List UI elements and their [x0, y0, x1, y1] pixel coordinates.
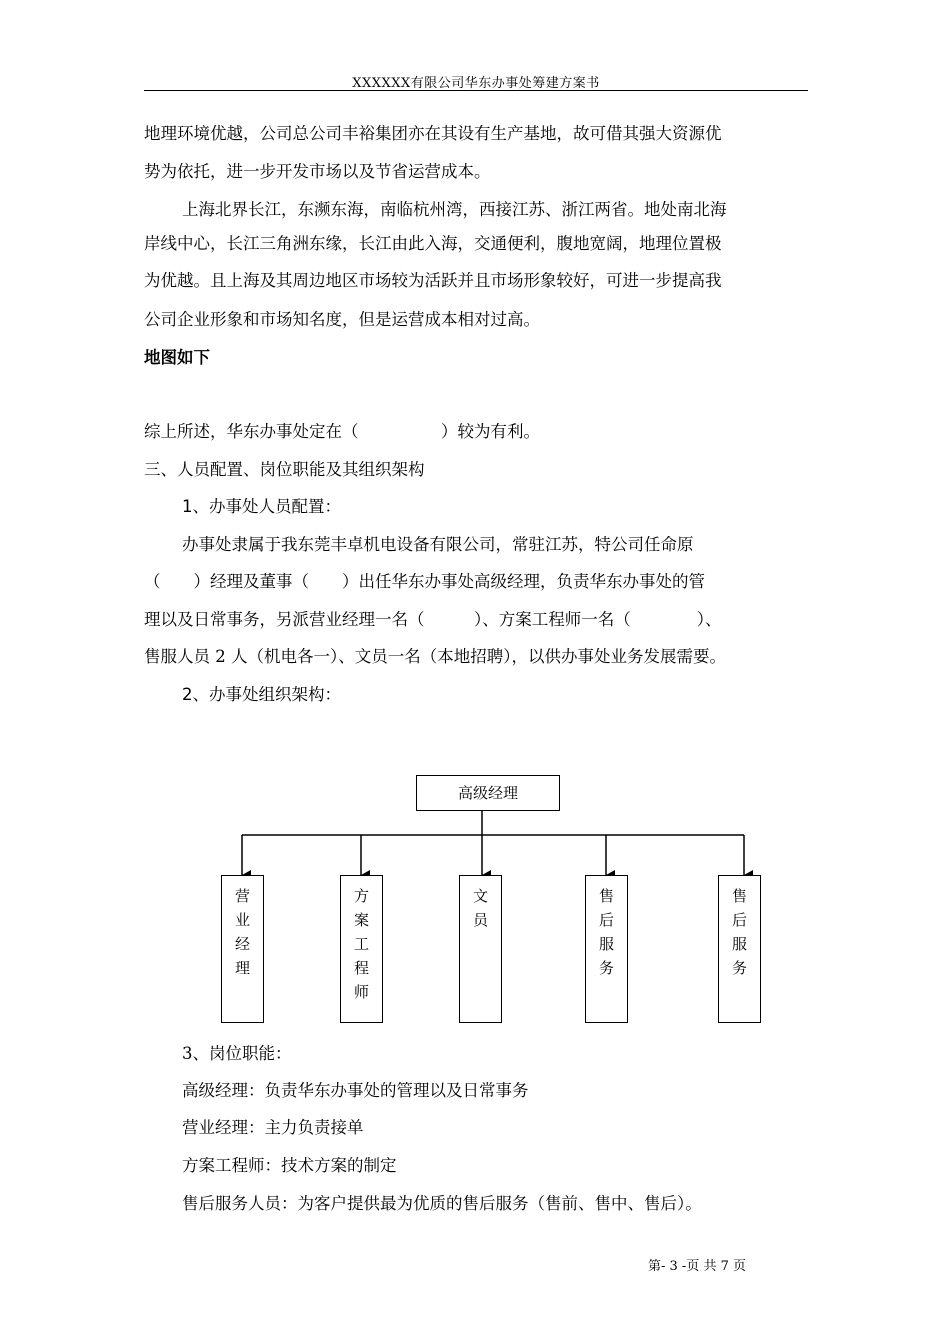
box-char: 务	[598, 959, 614, 977]
header-title: XXXXXX有限公司华东办事处筹建方案书	[352, 76, 600, 91]
paragraph-line: 岸线中心，长江三角洲东缘，长江由此入海，交通便利，腹地宽阔，地理位置极	[144, 234, 722, 253]
paragraph-line: 办事处隶属于我东莞丰卓机电设备有限公司，常驻江苏，特公司任命原	[182, 535, 694, 554]
subsection-heading: 1、办事处人员配置：	[182, 497, 341, 516]
box-char: 业	[234, 911, 250, 929]
duty-line: 营业经理：主力负责接单	[182, 1118, 364, 1137]
box-char: 工	[353, 935, 369, 953]
org-box-sales-manager	[221, 875, 264, 1023]
subsection-heading: 2、办事处组织架构：	[182, 685, 341, 704]
duty-line: 高级经理：负责华东办事处的管理以及日常事务	[182, 1081, 529, 1100]
box-char: 理	[234, 959, 250, 977]
paragraph-line: 公司企业形象和市场知名度，但是运营成本相对过高。	[144, 310, 540, 329]
org-box-after-sales-2	[718, 875, 761, 1023]
box-char: 员	[472, 911, 488, 929]
box-char: 师	[353, 983, 369, 1001]
box-char: 营	[234, 887, 250, 905]
box-char: 服	[598, 935, 614, 953]
paragraph-line: 上海北界长江，东濒东海，南临杭州湾，西接江苏、浙江两省。地处南北海	[182, 200, 727, 219]
org-box-solutions-engineer	[340, 875, 383, 1023]
org-root-box: 高级经理	[416, 775, 560, 811]
paragraph-line: 地理环境优越，公司总公司丰裕集团亦在其设有生产基地，故可借其强大资源优	[144, 124, 722, 143]
summary-line: 综上所述，华东办事处定在（ ）较为有利。	[144, 422, 540, 441]
org-box-clerk	[459, 875, 502, 1023]
subsection-heading: 3、岗位职能：	[182, 1044, 292, 1063]
box-char: 后	[598, 911, 614, 929]
box-char: 服	[731, 935, 747, 953]
duty-line: 售后服务人员：为客户提供最为优质的售后服务（售前、售中、售后）。	[182, 1194, 702, 1213]
duty-line: 方案工程师：技术方案的制定	[182, 1156, 397, 1175]
box-char: 程	[353, 959, 369, 977]
map-heading: 地图如下	[144, 348, 210, 367]
paragraph-line: （ ）经理及董事（ ）出任华东办事处高级经理，负责华东办事处的管	[144, 572, 705, 591]
box-char: 务	[731, 959, 747, 977]
org-box-after-sales-1	[585, 875, 628, 1023]
page-number: 第- 3 -页 共 7 页	[648, 1259, 746, 1274]
paragraph-line: 售服人员 2 人（机电各一）、文员一名（本地招聘），以供办事处业务发展需要。	[144, 647, 726, 666]
box-char: 售	[598, 887, 614, 905]
box-char: 方	[353, 887, 369, 905]
paragraph-line: 势为依托，进一步开发市场以及节省运营成本。	[144, 162, 491, 181]
box-char: 经	[234, 935, 250, 953]
section-heading: 三、人员配置、岗位职能及其组织架构	[144, 460, 425, 479]
box-char: 后	[731, 911, 747, 929]
box-char: 案	[353, 911, 369, 929]
box-char: 文	[472, 887, 488, 905]
paragraph-line: 理以及日常事务，另派营业经理一名（ ）、方案工程师一名（ ）、	[144, 610, 722, 629]
paragraph-line: 为优越。且上海及其周边地区市场较为活跃并且市场形象较好，可进一步提高我	[144, 271, 722, 290]
box-char: 售	[731, 887, 747, 905]
